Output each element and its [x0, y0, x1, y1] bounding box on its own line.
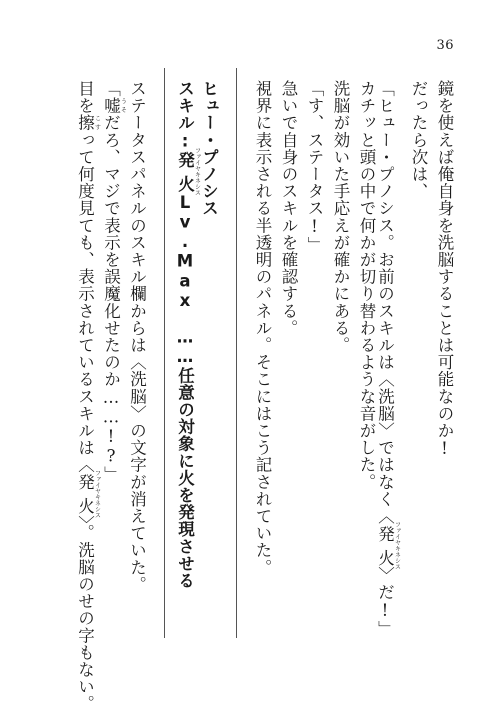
- after-line-3-mid: って何度見ても、表示されているスキルは〈: [75, 131, 95, 474]
- uso-ruby-text: うそ: [119, 97, 127, 115]
- hakka-kanji: 発火: [375, 521, 395, 570]
- hakka-ruby-text: ファイヤキネシス: [393, 521, 401, 570]
- kosu-kanji: 擦: [75, 114, 95, 132]
- after-line-2-rest: だろ、マジで表示を誤魔化せたのか……!?」: [101, 114, 121, 484]
- text-line-8: 視界に表示される半透明のパネル。そこにはこう記されていた。: [253, 80, 272, 576]
- hakka-ruby-2: [75, 470, 101, 519]
- status-panel-skill: [176, 80, 200, 589]
- text-line-6: 「す、ステータス!」: [305, 80, 324, 254]
- text-line-7: 急いで自身のスキルを確認する。: [279, 80, 298, 337]
- text-line-4: カチッと頭の中で何かが切り替わるような音がした。: [357, 80, 376, 491]
- text-line-2: だったら次は、: [409, 80, 428, 200]
- text-line-3-bracket-open: 〈: [375, 507, 395, 525]
- status-panel-name: ヒュー・プノシス: [199, 80, 219, 217]
- skill-level: Lv.Max: [175, 192, 195, 311]
- skill-description: ……任意の対象に火を発現させる: [175, 327, 195, 590]
- kosu-ruby-text: こす: [93, 114, 101, 132]
- uso-kanji: 嘘: [101, 97, 121, 115]
- hakka-ruby: [375, 521, 401, 570]
- page-number: 36: [436, 38, 454, 53]
- text-line-5: 洗脳が効いた手応えが確かにある。: [331, 80, 350, 354]
- text-line-1: 鏡を使えば俺自身を洗脳することは可能なのか!: [435, 80, 454, 459]
- uso-ruby: [101, 97, 127, 115]
- after-line-3: [76, 80, 100, 712]
- skill-prefix: スキル:: [175, 80, 195, 151]
- text-line-3-part-2: 〉だ!」: [375, 566, 395, 638]
- skill-ruby-text: ファイヤキネシス: [193, 147, 201, 196]
- after-line-2: [102, 80, 126, 483]
- kosu-ruby: [75, 114, 101, 132]
- after-line-2-open: 「: [101, 80, 121, 98]
- after-line-3-start: 目を: [75, 80, 95, 115]
- status-panel-border-left: [164, 68, 165, 638]
- after-line-3-end: 〉。洗脳のせの字もない。: [75, 515, 95, 712]
- text-line-3: [376, 80, 400, 638]
- after-line-1: ステータスパネルのスキル欄からは〈洗脳〉の文字が消えていた。: [127, 80, 147, 593]
- status-panel-border-right: [236, 68, 237, 638]
- hakka-ruby-text-2: ファイヤキネシス: [93, 470, 101, 519]
- skill-name-ruby: [175, 147, 201, 196]
- text-line-3-part-1: 「ヒュー・プノシス。お前のスキルは〈洗脳〉ではなく: [375, 80, 395, 508]
- hakka-kanji-2: 発火: [75, 470, 95, 519]
- skill-name: 発火: [175, 147, 195, 196]
